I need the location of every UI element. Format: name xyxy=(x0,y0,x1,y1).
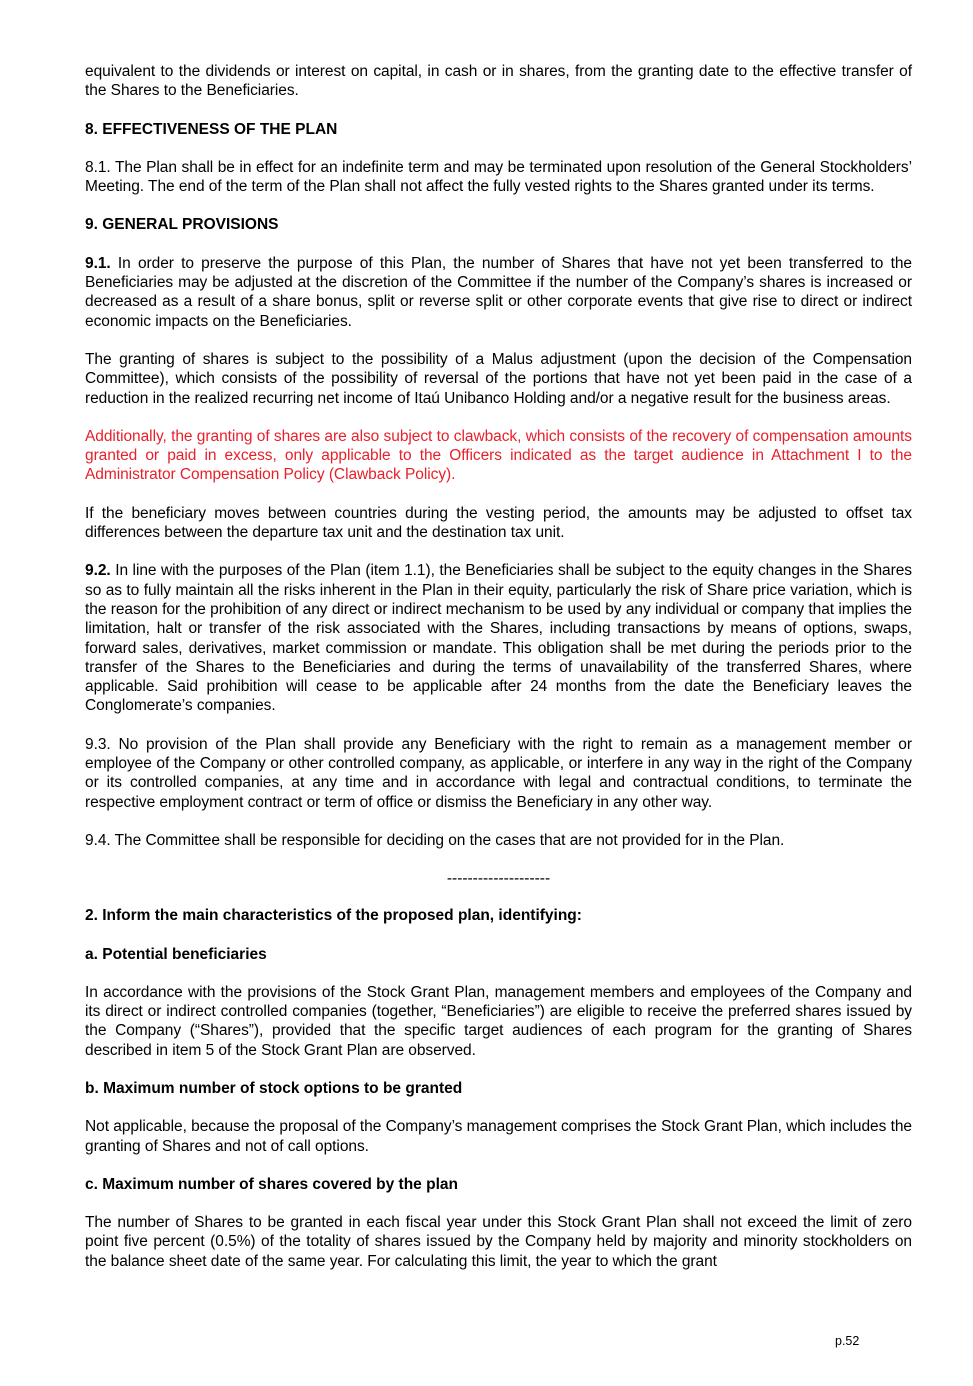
paragraph-beneficiaries: In accordance with the provisions of the Stock Grant Plan, management members and employees of the Company and its direct or indirect controlled companies (together, “Beneficiaries”) are eligible to receive the preferred shares issued by the Company (“Shares”), provided that the specific target audiences of each program for the granting of Shares described in item 5 of the Stock Grant Plan are observed. xyxy=(85,983,912,1059)
paragraph-countries: If the beneficiary moves between countries during the vesting period, the amounts may be adjusted to offset tax differences between the departure tax unit and the destination tax unit. xyxy=(85,504,912,542)
paragraph-9-2-text: In line with the purposes of the Plan (item 1.1), the Beneficiaries shall be subject to the equity changes in the Shares so as to fully maintain all the risks inherent in the Plan in their equity, particularly the risk of Share price variation, which is the reason for the prohibition of any direct or indirect mechanism to be used by any individual or company that implies the limitation, halt or transfer of the risk associated with the Shares, including transactions by means of options, swaps, forward sales, derivatives, market commission or mandate. This obligation shall be met during the periods prior to the transfer of the Shares to the Beneficiaries and during the terms of unavailability of the transferred Shares, where applicable. Said prohibition will cease to be applicable after 24 months from the date the Beneficiary leaves the Conglomerate’s companies. xyxy=(85,562,912,715)
section-separator: -------------------- xyxy=(446,870,551,888)
paragraph-not-applicable: Not applicable, because the proposal of the Company’s management comprises the Stock Grant Plan, which includes the granting of Shares and not of call options. xyxy=(85,1118,912,1155)
paragraph-lead-number: 9.2. xyxy=(85,562,111,580)
page-number: p.52 xyxy=(835,1334,860,1348)
paragraph-8-1: 8.1. The Plan shall be in effect for an indefinite term and may be terminated upon resolution of the General Stockholders’ Meeting. The end of the term of the Plan shall not affect the fully vested rights to the Shares granted under its terms. xyxy=(85,158,912,196)
paragraph-9-3: 9.3. No provision of the Plan shall provide any Beneficiary with the right to remain as a management member or employee of the Company or other controlled company, as applicable, or interfere in any way in the right of the Company or its controlled companies, at any time and in accordance with legal and contractual conditions, to terminate the respective employment contract or term of office or dismiss the Beneficiary in any other way. xyxy=(85,735,912,811)
paragraph-clawback: Additionally, the granting of shares are also subject to clawback, which consists of the recovery of compensation amounts granted or paid in excess, only applicable to the Officers indicated as the target audience in Attachment I to the Administrator Compensation Policy (Clawback Policy). xyxy=(85,427,912,484)
heading-max-shares: c. Maximum number of shares covered by the plan xyxy=(85,1175,458,1193)
heading-potential-beneficiaries: a. Potential beneficiaries xyxy=(85,945,267,963)
paragraph-9-1 xyxy=(85,254,912,331)
paragraph-9-1-text: In order to preserve the purpose of this Plan, the number of Shares that have not yet been transferred to the Beneficiaries may be adjusted at the discretion of the Committee if the number of the Company’s shares is increased or decreased as a result of a share bonus, split or reverse split or other corporate events that give rise to direct or indirect economic impacts on the Beneficiaries. xyxy=(85,254,912,330)
heading-max-stock-options: b. Maximum number of stock options to be granted xyxy=(85,1079,463,1097)
paragraph-9-4: 9.4. The Committee shall be responsible for deciding on the cases that are not provided for in the Plan. xyxy=(85,831,785,849)
paragraph-9-2 xyxy=(85,561,912,715)
paragraph-dividends-continuation: equivalent to the dividends or interest on capital, in cash or in shares, from the granting date to the effective transfer of the Shares to the Beneficiaries. xyxy=(85,63,912,100)
paragraph-share-limit: The number of Shares to be granted in each fiscal year under this Stock Grant Plan shall not exceed the limit of zero point five percent (0.5%) of the totality of shares issued by the Company held by majority and minority stockholders on the balance sheet date of the same year. For calculating this limit, the year to which the grant xyxy=(85,1214,912,1270)
paragraph-malus: The granting of shares is subject to the possibility of a Malus adjustment (upon the decision of the Compensation Committee), which consists of the possibility of reversal of the portions that have not yet been paid in the case of a reduction in the realized recurring net income of Itaú Unibanco Holding and/or a negative result for the business areas. xyxy=(85,350,912,407)
heading-main-characteristics: 2. Inform the main characteristics of the proposed plan, identifying: xyxy=(85,907,582,925)
document-body xyxy=(85,62,912,1290)
paragraph-lead-number: 9.1. xyxy=(85,254,111,272)
heading-general-provisions: 9. GENERAL PROVISIONS xyxy=(85,216,279,234)
heading-effectiveness-of-plan: 8. EFFECTIVENESS OF THE PLAN xyxy=(85,120,338,138)
